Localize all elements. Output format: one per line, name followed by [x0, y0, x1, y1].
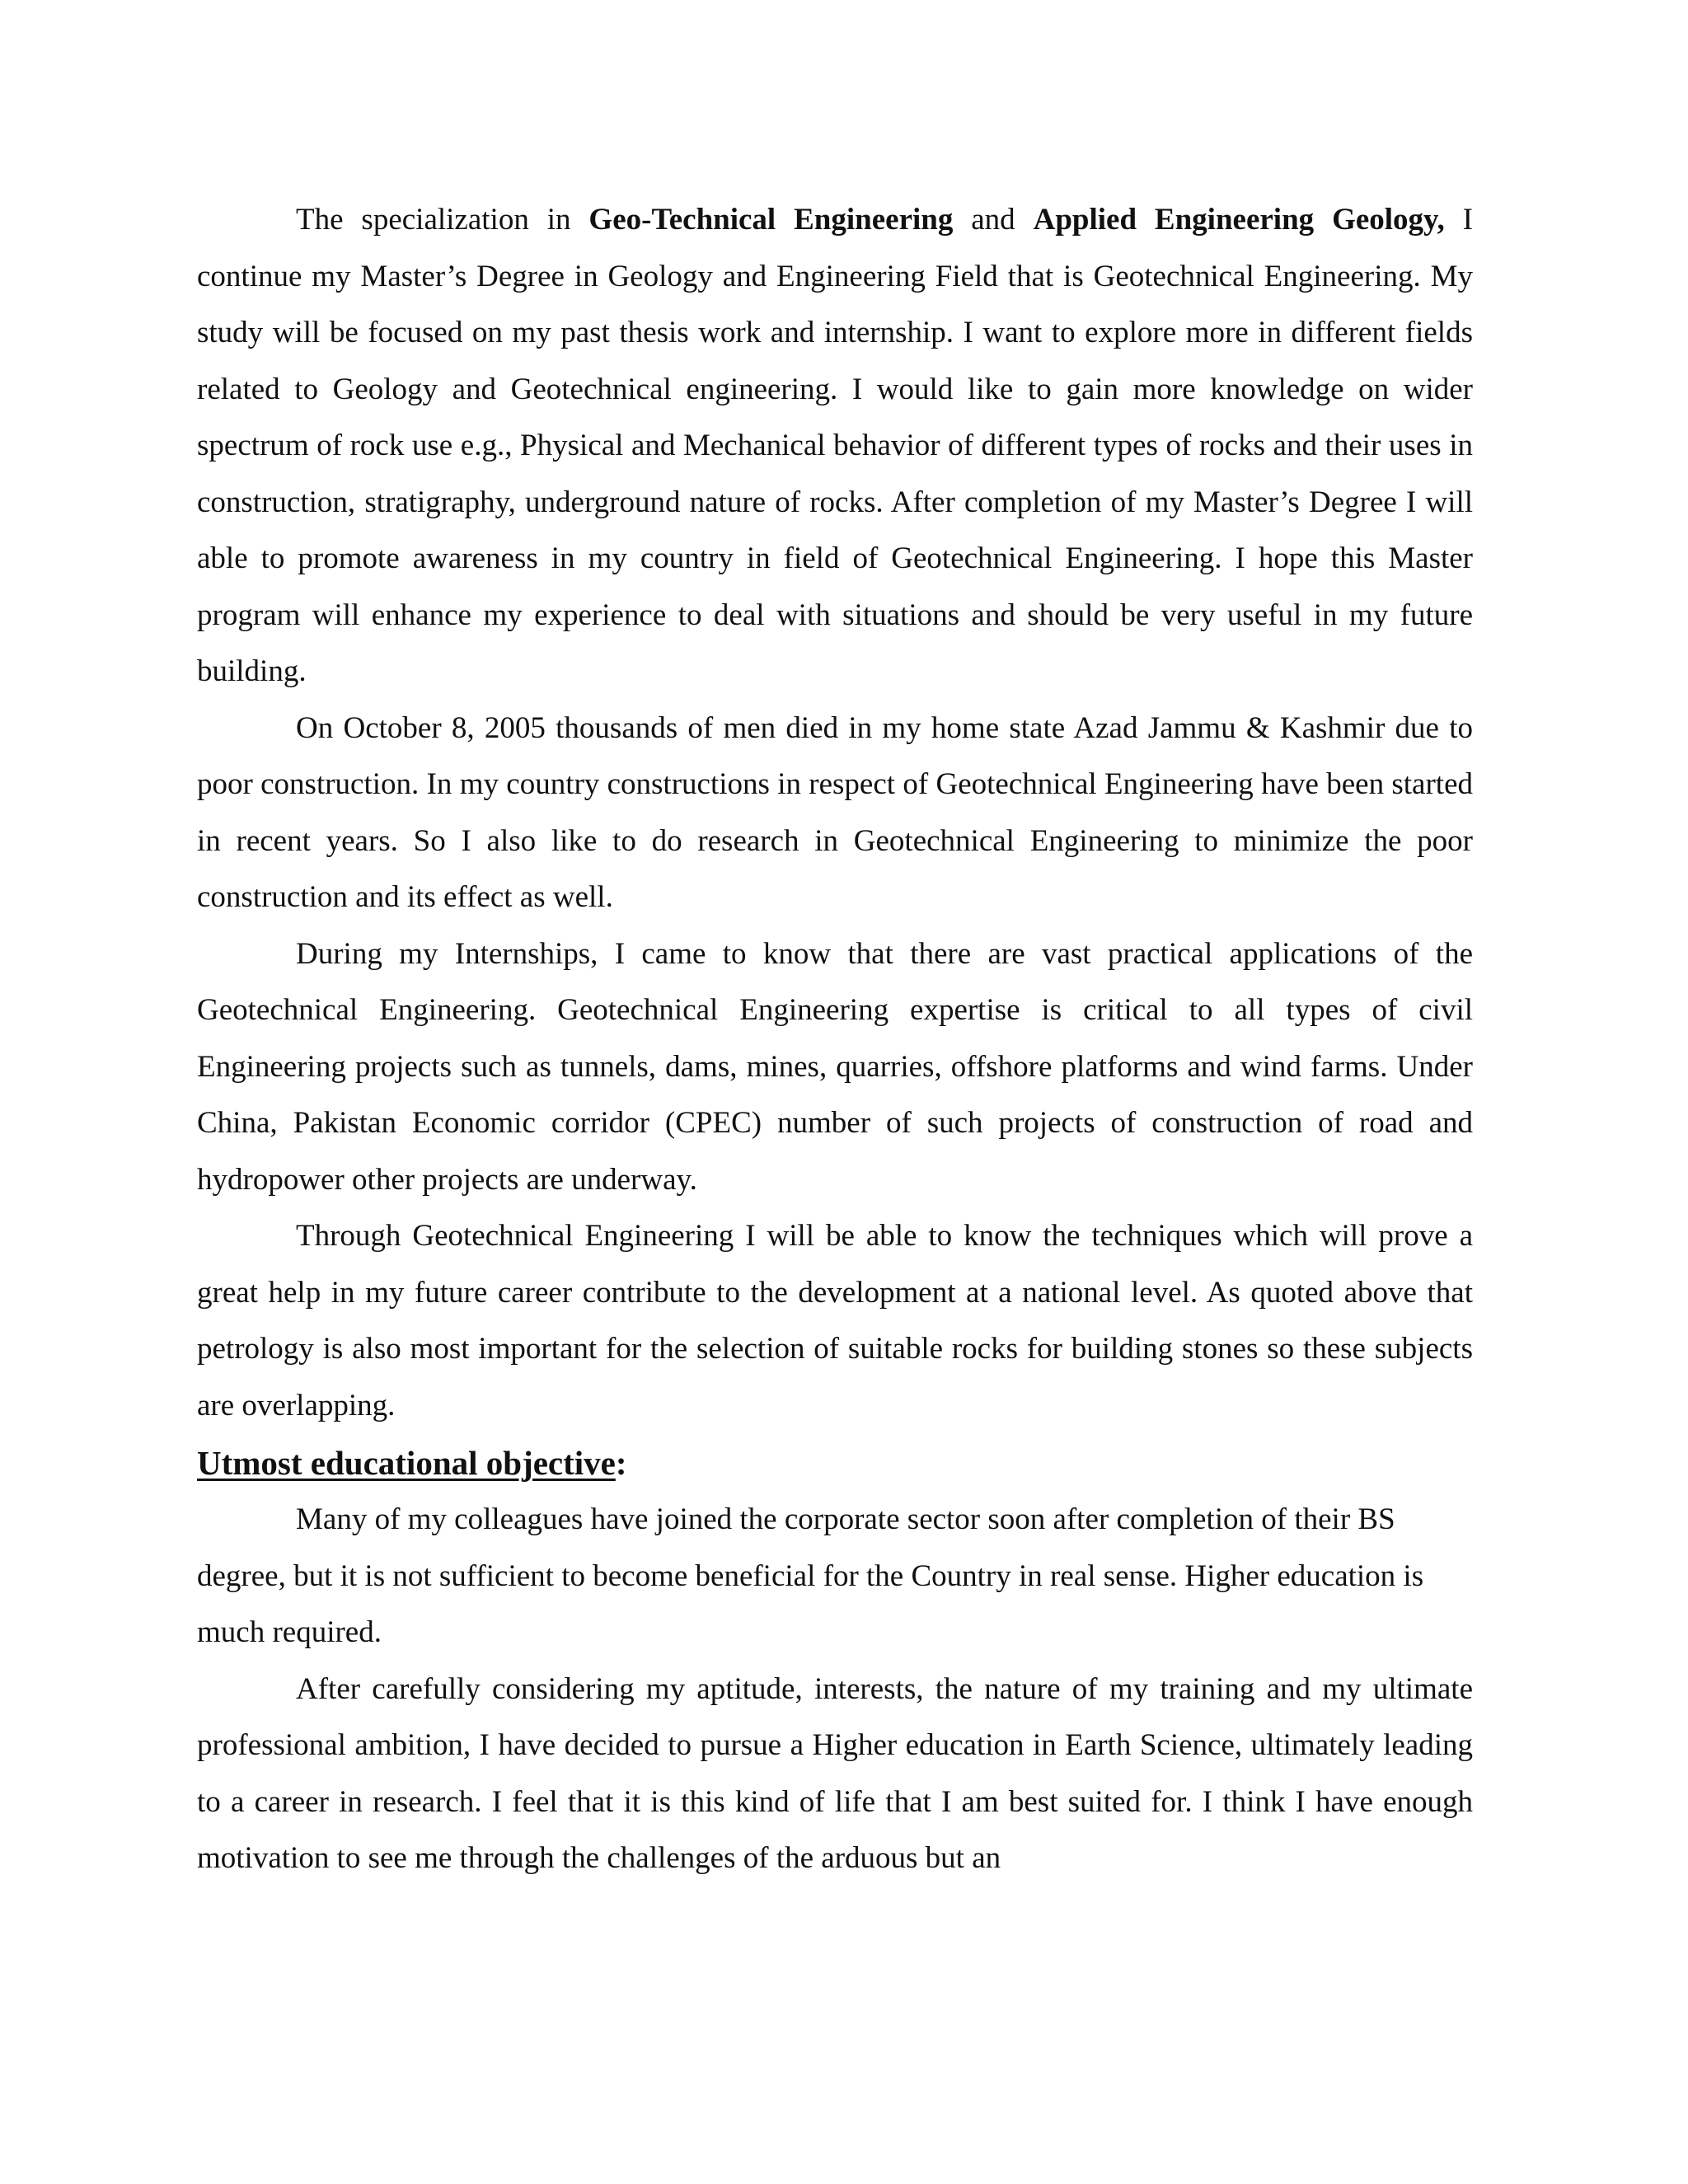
section-heading-colon: : — [615, 1444, 627, 1482]
paragraph-text: On October 8, 2005 thousands of men died in my home state Azad Jammu & Kashmir due to poor construction. In my country constructions in respect of Geotechnical Engineering have been started in recent years. So I also like to do research in Geotechnical Engineering to minimize the poor construction and its effect as well. — [197, 710, 1473, 914]
section-heading-title: Utmost educational objective — [197, 1444, 616, 1482]
bold-term-geotechnical: Geo-Technical Engineering — [588, 203, 954, 237]
paragraph-specialization — [197, 192, 1473, 701]
section-heading — [197, 1434, 1473, 1492]
bold-term-engineering-geology: Applied Engineering Geology, — [1033, 203, 1445, 237]
paragraph-aptitude — [197, 1661, 1473, 1887]
paragraph-internships — [197, 926, 1473, 1209]
document-body — [197, 192, 1473, 1887]
paragraph-text: The specialization in — [296, 203, 589, 237]
paragraph-text: Many of my colleagues have joined the corporate sector soon after completion of their BS degree, but it is not sufficient to become beneficial for the Country in real sense. Higher education is much required. — [197, 1502, 1424, 1649]
paragraph-text: I continue my Master’s Degree in Geology and Engineering Field that is Geotechnical Engineering. My study will be focused on my past thesis work and internship. I want to explore more in different fields related to Geology and Geotechnical engineering. I would like to gain more knowledge on wider spectrum of rock use e.g., Physical and Mechanical behavior of different types of rocks and their uses in construction, stratigraphy, underground nature of rocks. After completion of my Master’s Degree I will able to promote awareness in my country in field of Geotechnical Engineering. I hope this Master program will enhance my experience to deal with situations and should be very useful in my future building. — [197, 203, 1473, 688]
paragraph-earthquake — [197, 701, 1473, 926]
paragraph-colleagues — [197, 1492, 1473, 1661]
paragraph-text: During my Internships, I came to know that there are vast practical applications of the Geotechnical Engineering. Geotechnical Engineering expertise is critical to all types of civil Engineering projects such as tunnels, dams, mines, quarries, offshore platforms and wind farms. Under China, Pakistan Economic corridor (CPEC) number of such projects of construction of road and hydropower other projects are underway. — [197, 936, 1473, 1197]
paragraph-text: After carefully considering my aptitude, interests, the nature of my training and my ultimate professional ambition, I have decided to pursue a Higher education in Earth Science, ultimately leading to a career in research. I feel that it is this kind of life that I am best suited for. I think I have enough motivation to see me through the challenges of the arduous but an — [197, 1671, 1473, 1875]
paragraph-career — [197, 1208, 1473, 1434]
paragraph-text: Through Geotechnical Engineering I will be able to know the techniques which will prove a great help in my future career contribute to the development at a national level. As quoted above that petrology is also most important for the selection of suitable rocks for building stones so these subjects are overlapping. — [197, 1219, 1473, 1422]
paragraph-text: and — [953, 203, 1034, 237]
